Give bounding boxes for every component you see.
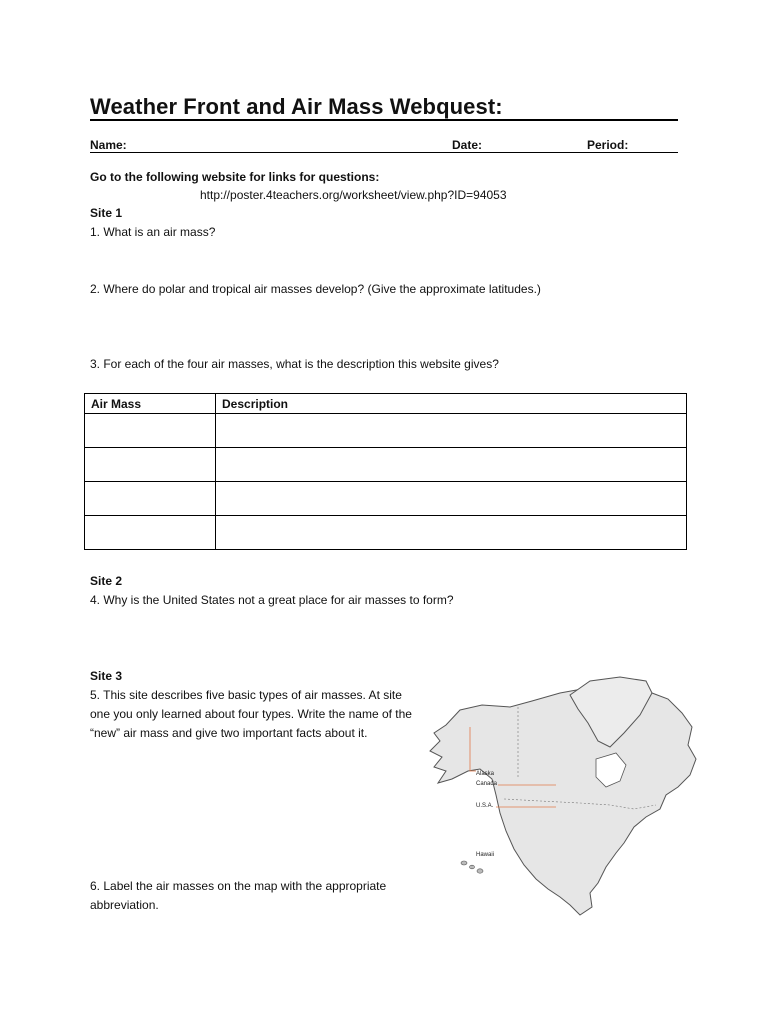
- question-6: 6. Label the air masses on the map with the appropriate abbreviation.: [90, 879, 387, 912]
- title-underline: [90, 119, 678, 121]
- map-label-usa: U.S.A.: [476, 803, 494, 809]
- question-2: 2. Where do polar and tropical air masses develop? (Give the approximate latitudes.): [90, 282, 541, 296]
- description-cell[interactable]: [216, 448, 687, 482]
- table-row: [85, 448, 687, 482]
- table-header-row: [85, 394, 687, 414]
- period-label: Period:: [587, 138, 629, 152]
- website-url[interactable]: http://poster.4teachers.org/worksheet/view.php?ID=94053: [200, 188, 507, 202]
- description-cell[interactable]: [216, 414, 687, 448]
- map-label-alaska: Alaska: [476, 771, 495, 777]
- question-1: 1. What is an air mass?: [90, 225, 216, 239]
- column-header-description: Description: [216, 394, 687, 414]
- air-mass-cell[interactable]: [85, 448, 216, 482]
- hawaii-islands: [461, 861, 483, 873]
- question-5: 5. This site describes five basic types of air masses. At site one you only learned about four types. Write the name of the “new” air mass and give two important facts about it.: [90, 688, 412, 740]
- map-label-canada: Canada: [476, 781, 498, 787]
- air-mass-table: [84, 393, 687, 550]
- north-america-map: [420, 675, 720, 935]
- site2-heading: Site 2: [90, 574, 123, 588]
- site1-heading: Site 1: [90, 206, 123, 220]
- question-4: 4. Why is the United States not a great place for air masses to form?: [90, 593, 454, 607]
- column-header-air-mass: Air Mass: [85, 394, 216, 414]
- site3-heading: Site 3: [90, 669, 123, 683]
- table-row: [85, 482, 687, 516]
- table-row: [85, 516, 687, 550]
- map-label-hawaii: Hawaii: [476, 852, 495, 858]
- air-mass-cell[interactable]: [85, 516, 216, 550]
- air-mass-cell[interactable]: [85, 482, 216, 516]
- table-row: [85, 414, 687, 448]
- air-mass-cell[interactable]: [85, 414, 216, 448]
- description-cell[interactable]: [216, 482, 687, 516]
- continent-outline: [430, 683, 696, 915]
- question-3: 3. For each of the four air masses, what is the description this website gives?: [90, 357, 499, 371]
- worksheet-title: Weather Front and Air Mass Webquest:: [90, 94, 503, 119]
- date-label: Date:: [452, 138, 483, 152]
- description-cell[interactable]: [216, 516, 687, 550]
- intro-instruction: Go to the following website for links for questions:: [90, 170, 380, 184]
- header-underline: [90, 152, 678, 153]
- name-label: Name:: [90, 138, 127, 152]
